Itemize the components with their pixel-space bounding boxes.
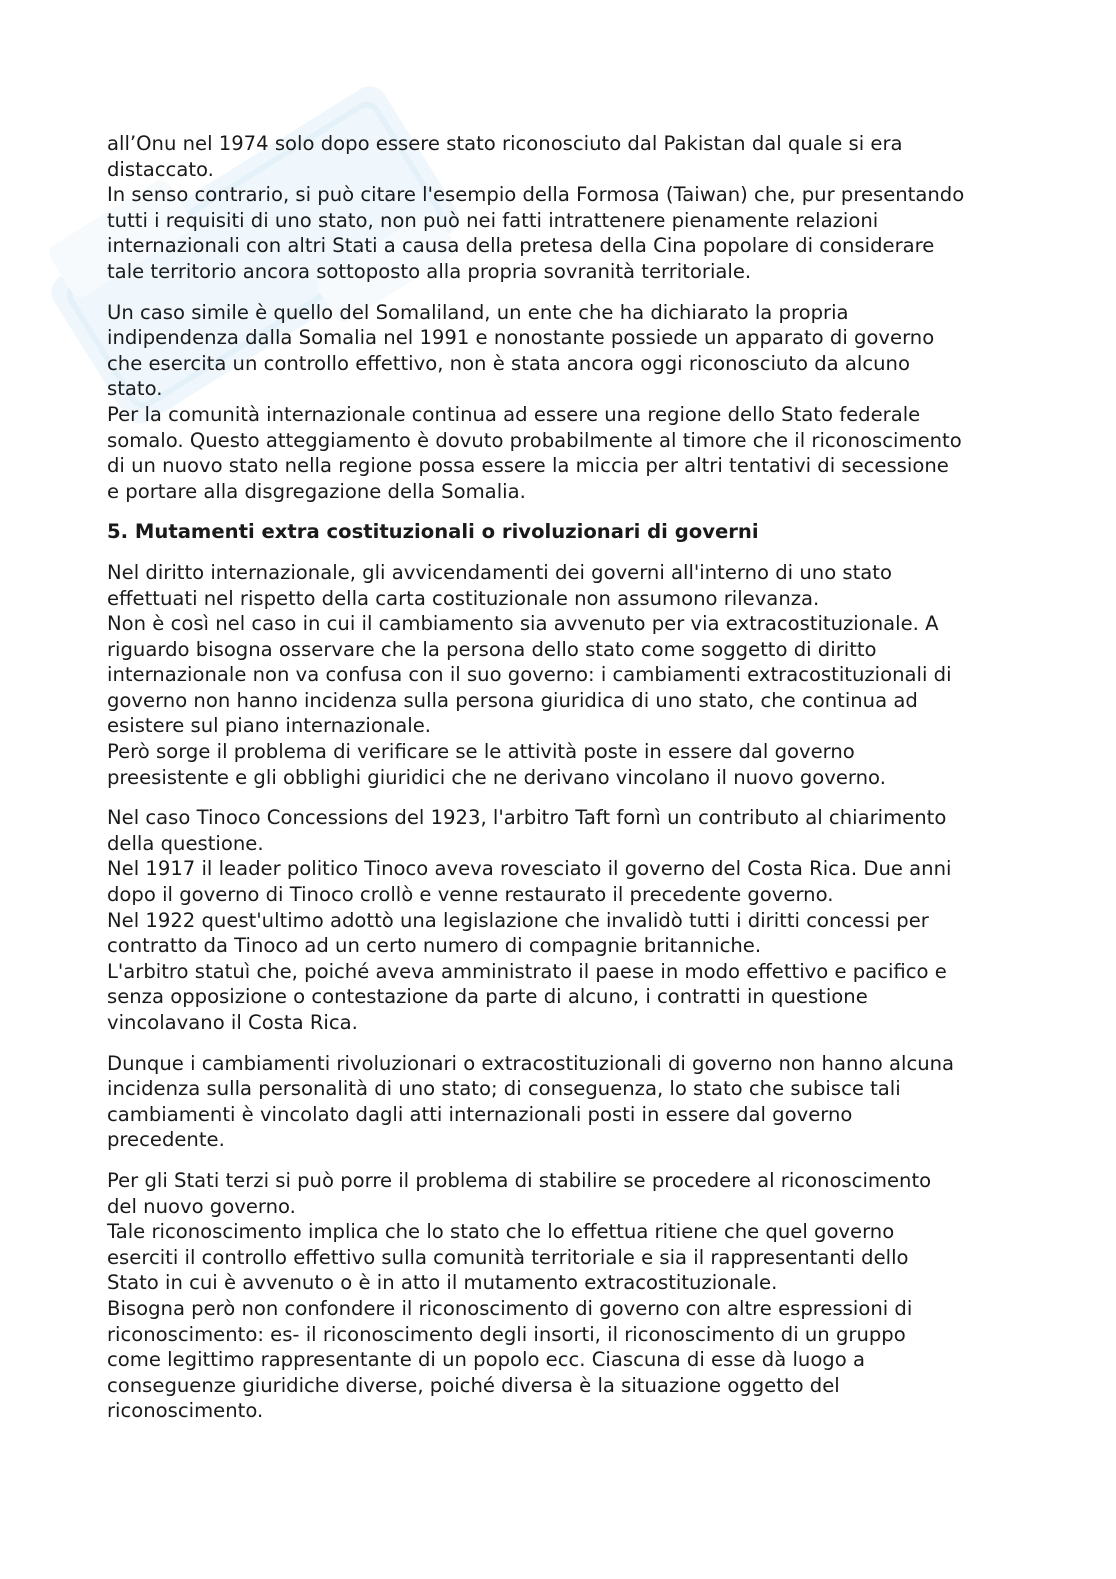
text-line: come legittimo rappresentante di un popolo ecc. Ciascuna di esse dà luogo a (107, 1348, 865, 1372)
paragraph (107, 1168, 1007, 1424)
text-line: conseguenze giuridiche diverse, poiché diversa è la situazione oggetto del (107, 1373, 840, 1397)
text-line: internazionali con altri Stati a causa della pretesa della Cina popolare di considerare (107, 234, 935, 258)
paragraph-group-top (107, 131, 1007, 504)
text-line: Bisogna però non confondere il riconoscimento di governo con altre espressioni di (107, 1296, 913, 1320)
text-line: tutti i requisiti di uno stato, non può nei fatti intrattenere pienamente relazioni (107, 208, 879, 232)
text-line: senza opposizione o contestazione da parte di alcuno, i contratti in questione (107, 985, 868, 1009)
document-body (107, 131, 1007, 1439)
text-line: all’Onu nel 1974 solo dopo essere stato riconosciuto dal Pakistan dal quale si era (107, 132, 903, 155)
text-line: Non è così nel caso in cui il cambiamento sia avvenuto per via extracostituzionale. A (107, 612, 939, 636)
paragraph (107, 131, 1007, 285)
paragraph (107, 1051, 1007, 1153)
text-line: Stato in cui è avvenuto o è in atto il mutamento extracostituzionale. (107, 1271, 778, 1295)
section-heading: 5. Mutamenti extra costituzionali o rivoluzionari di governi (107, 520, 759, 544)
text-line: In senso contrario, si può citare l'esempio della Formosa (Taiwan) che, pur presentando (107, 183, 965, 207)
text-line: Però sorge il problema di verificare se le attività poste in essere dal governo (107, 740, 855, 764)
text-line: del nuovo governo. (107, 1194, 296, 1218)
text-line: Nel diritto internazionale, gli avvicendamenti dei governi all'interno di uno stato (107, 560, 892, 584)
text-line: vincolavano il Costa Rica. (107, 1011, 358, 1034)
text-line: governo non hanno incidenza sulla persona giuridica di uno stato, che continua ad (107, 688, 918, 712)
text-line: precedente. (107, 1128, 225, 1152)
text-line: dopo il governo di Tinoco crollò e venne restaurato il precedente governo. (107, 883, 834, 907)
text-line: della questione. (107, 831, 264, 855)
text-line: riconoscimento. (107, 1399, 264, 1423)
text-line: di un nuovo stato nella regione possa essere la miccia per altri tentativi di secessione (107, 454, 949, 478)
text-line: eserciti il controllo effettivo sulla comunità territoriale e sia il rappresentanti dello (107, 1245, 909, 1269)
paragraph (107, 300, 1007, 505)
text-line: somalo. Questo atteggiamento è dovuto probabilmente al timore che il riconoscimento (107, 428, 962, 452)
text-line: Per gli Stati terzi si può porre il problema di stabilire se procedere al riconoscimento (107, 1168, 932, 1192)
text-line: distaccato. (107, 157, 214, 181)
text-line: Tale riconoscimento implica che lo stato che lo effettua ritiene che quel governo (107, 1220, 895, 1244)
paragraph (107, 805, 1007, 1035)
text-line: Nel caso Tinoco Concessions del 1923, l'arbitro Taft fornì un contributo al chiarimento (107, 806, 947, 830)
text-line: Dunque i cambiamenti rivoluzionari o extracostituzionali di governo non hanno alcuna (107, 1051, 955, 1075)
text-line: esistere sul piano internazionale. (107, 714, 431, 738)
text-line: Nel 1917 il leader politico Tinoco aveva rovesciato il governo del Costa Rica. Due anni (107, 857, 952, 881)
text-line: riguardo bisogna osservare che la persona dello stato come soggetto di diritto (107, 637, 877, 661)
text-line: L'arbitro statuì che, poiché aveva amministrato il paese in modo effettivo e pacifico e (107, 959, 947, 983)
text-line: internazionale non va confusa con il suo governo: i cambiamenti extracostituzionali di (107, 663, 952, 687)
paragraph (107, 560, 1007, 790)
text-line: che esercita un controllo effettivo, non è stata ancora oggi riconosciuto da alcuno (107, 351, 910, 375)
text-line: stato. (107, 377, 163, 401)
paragraph-group-bottom (107, 560, 1007, 1424)
text-line: incidenza sulla personalità di uno stato; di conseguenza, lo stato che subisce tali (107, 1077, 901, 1101)
text-line: preesistente e gli obblighi giuridici che ne derivano vincolano il nuovo governo. (107, 765, 886, 789)
text-line: cambiamenti è vincolato dagli atti internazionali posti in essere dal governo (107, 1102, 853, 1126)
text-line: indipendenza dalla Somalia nel 1991 e nonostante possiede un apparato di governo (107, 326, 935, 350)
text-line: tale territorio ancora sottoposto alla propria sovranità territoriale. (107, 259, 752, 283)
text-line: riconoscimento: es- il riconoscimento degli insorti, il riconoscimento di un gruppo (107, 1322, 906, 1346)
text-line: Un caso simile è quello del Somaliland, un ente che ha dichiarato la propria (107, 300, 849, 324)
text-line: Per la comunità internazionale continua ad essere una regione dello Stato federale (107, 402, 921, 426)
text-line: Nel 1922 quest'ultimo adottò una legislazione che invalidò tutti i diritti concessi per (107, 908, 929, 932)
text-line: contratto da Tinoco ad un certo numero di compagnie britanniche. (107, 934, 762, 958)
text-line: e portare alla disgregazione della Somalia. (107, 479, 526, 503)
text-line: effettuati nel rispetto della carta costituzionale non assumono rilevanza. (107, 586, 820, 610)
